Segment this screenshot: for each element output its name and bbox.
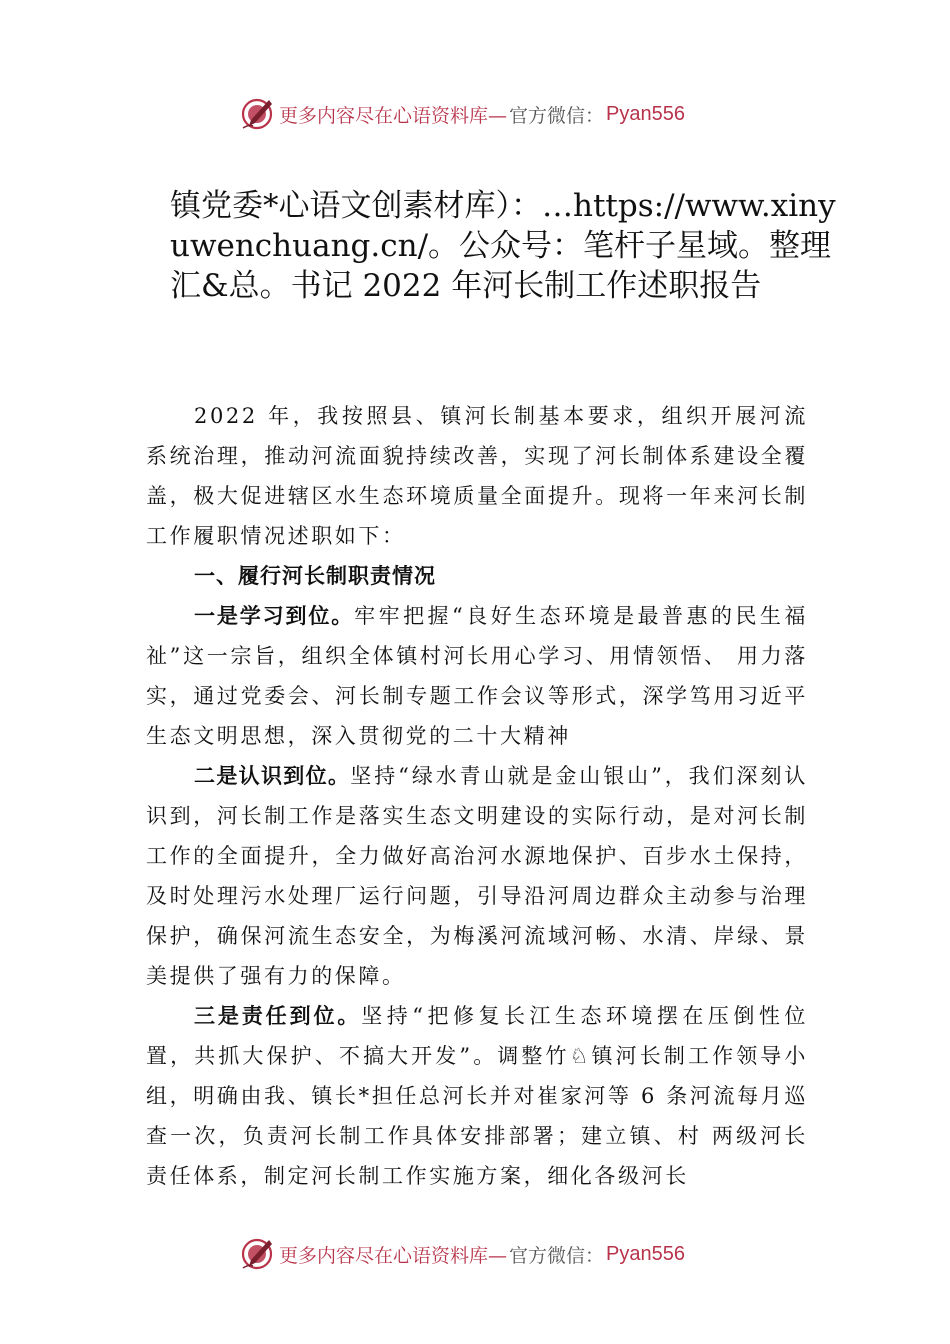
paragraph-awareness bbox=[146, 756, 808, 996]
banner-text: 更多内容尽在心语资料库— bbox=[279, 1244, 508, 1267]
paragraph-study bbox=[146, 596, 808, 756]
banner-wechat-id: Pyan556 bbox=[606, 102, 685, 125]
paragraph-lead: 三是责任到位。 bbox=[194, 1004, 362, 1028]
paragraph-text: 牢牢把握“良好生态环境是最普惠的民生福祉”这一宗旨，组织全体镇村河长用心学习、用情领悟、 用力落实，通过党委会、河长制专题工作会议等形式，深学笃用习近平生态文明思想，深入贯彻党的二十大精神 bbox=[146, 604, 808, 748]
header-banner bbox=[0, 94, 950, 134]
section-heading: 一、履行河长制职责情况 bbox=[194, 564, 436, 588]
footer-banner bbox=[0, 1234, 950, 1274]
paragraph-text: 坚持“把修复长江生态环境摆在压倒性位置，共抓大保护、不搞大开发”。调整竹♘镇河长制工作领导小组，明确由我、镇长*担任总河长并对崔家河等 6 条河流每月巡查一次，负责河长制工作具体安排部署；建立镇、村 两级河长责任体系，制定河长制工作实施方案，细化各级河长 bbox=[146, 1004, 808, 1188]
banner-wechat-label: 官方微信： bbox=[509, 1244, 605, 1267]
quill-logo-icon bbox=[239, 96, 275, 132]
document-body bbox=[146, 396, 808, 1196]
paragraph-lead: 一是学习到位。 bbox=[194, 604, 355, 628]
paragraph-responsibility bbox=[146, 996, 808, 1196]
document-title: 镇党委*心语文创素材库）：…https://www.xinyuwenchuang.cn/。公众号：笔杆子星域。整理汇&总。书记 2022 年河长制工作述职报告 bbox=[170, 188, 836, 304]
banner-text: 更多内容尽在心语资料库— bbox=[279, 104, 508, 127]
intro-paragraph: 2022 年，我按照县、镇河长制基本要求，组织开展河流系统治理，推动河流面貌持续改善，实现了河长制体系建设全覆盖，极大促进辖区水生态环境质量全面提升。现将一年来河长制工作履职情况述职如下： bbox=[146, 404, 808, 548]
banner-wechat-id: Pyan556 bbox=[606, 1242, 685, 1265]
quill-logo-icon bbox=[239, 1236, 275, 1272]
banner-wechat-label: 官方微信： bbox=[509, 104, 605, 127]
paragraph-text: 坚持“绿水青山就是金山银山”，我们深刻认识到，河长制工作是落实生态文明建设的实际行动，是对河长制工作的全面提升，全力做好高治河水源地保护、百步水土保持，及时处理污水处理厂运行问题，引导沿河周边群众主动参与治理保护，确保河流生态安全，为梅溪河流域河畅、水清、岸绿、景美提供了强有力的保障。 bbox=[146, 764, 808, 988]
paragraph-lead: 二是认识到位。 bbox=[194, 764, 351, 788]
